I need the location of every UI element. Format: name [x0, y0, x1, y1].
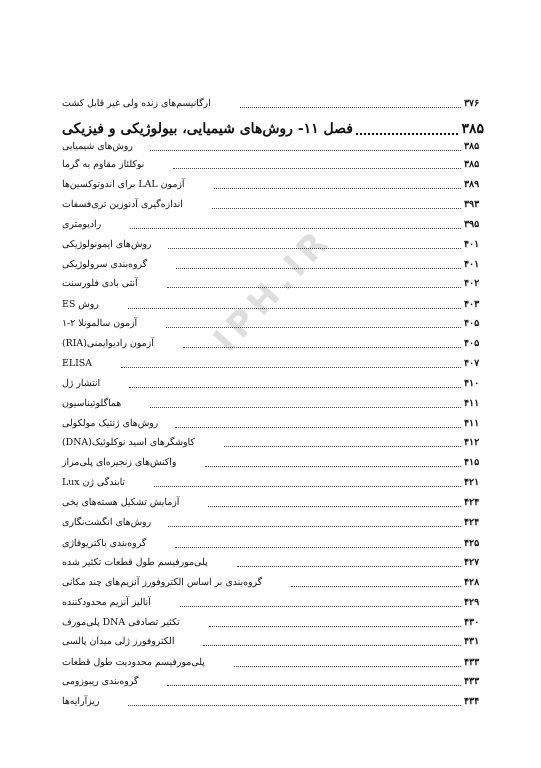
toc-entry[interactable]	[62, 96, 484, 112]
toc-entry-title: رادیومتری	[62, 219, 102, 230]
dot-leader	[167, 287, 461, 288]
toc-entry-title: هماگلوتیناسیون	[62, 398, 122, 409]
toc-page-number: ۴۲۸	[464, 577, 480, 588]
toc-page-number: ۴۰۵	[464, 318, 480, 329]
toc-page-number: ۴۰۱	[464, 259, 480, 270]
dot-leader	[121, 367, 461, 368]
toc-entry-title: الکتروفورز ژلی میدان پالسی	[62, 636, 175, 647]
toc-entry[interactable]	[62, 655, 484, 671]
toc-entry[interactable]	[62, 615, 484, 631]
dot-leader	[237, 566, 461, 567]
toc-entry[interactable]	[62, 217, 484, 233]
toc-entry-title: انتشار ژل	[62, 378, 101, 389]
toc-entry-title: نوکلئاز مقاوم به گرما	[62, 159, 145, 170]
toc-page-number: ۴۲۱	[464, 477, 480, 488]
toc-page-number: ۳۸۹	[464, 179, 480, 190]
toc-page-number: ۴۳۰	[464, 617, 480, 628]
toc-chapter-entry[interactable]	[62, 117, 484, 141]
dot-leader	[180, 606, 461, 607]
toc-entry[interactable]	[62, 515, 484, 531]
dot-leader	[212, 208, 461, 209]
toc-entry[interactable]	[62, 555, 484, 571]
toc-entry[interactable]	[62, 237, 484, 253]
toc-page-number: ۴۳۴	[464, 696, 480, 707]
toc-entry[interactable]	[62, 316, 484, 332]
toc-page-number: ۳۹۵	[464, 219, 480, 230]
toc-entry[interactable]	[62, 475, 484, 491]
toc-page-number: ۴۳۳	[464, 657, 480, 668]
toc-page-number: ۴۰۲	[464, 278, 480, 289]
toc-entry[interactable]	[62, 575, 484, 591]
dot-leader	[154, 486, 461, 487]
toc-entry-title: آزمون LAL برای اندوتوکسین‌ها	[62, 179, 185, 190]
dot-leader	[150, 150, 461, 151]
toc-page-number: ۴۱۱	[464, 418, 480, 429]
dot-leader	[176, 268, 461, 269]
toc-entry[interactable]	[62, 336, 484, 352]
dot-leader	[173, 168, 461, 169]
toc-page-number: ۳۷۶	[464, 98, 480, 109]
toc-entry-title: آزمون سالمونلا ۲-۱	[62, 318, 138, 329]
toc-entry[interactable]	[62, 674, 484, 690]
dot-leader	[208, 506, 461, 507]
dot-leader	[128, 705, 461, 706]
toc-page-number: ۳۸۵	[464, 159, 480, 170]
toc-entry-title: آنتی بادی فلورسنت	[62, 278, 138, 289]
toc-entry-title: کاوشگرهای اسید نوکلوئیک(DNA)	[62, 437, 195, 448]
toc-entry[interactable]	[62, 376, 484, 392]
toc-entry[interactable]	[62, 297, 484, 313]
dot-leader	[175, 427, 461, 428]
toc-entry[interactable]	[62, 416, 484, 432]
table-of-contents	[62, 0, 484, 768]
toc-entry[interactable]	[62, 139, 484, 155]
toc-entry[interactable]	[62, 396, 484, 412]
toc-entry-title: روش‌های ایمونولوژیکی	[62, 239, 152, 250]
toc-page-number: ۴۳۱	[464, 636, 480, 647]
dot-leader	[167, 685, 461, 686]
dot-leader	[129, 387, 461, 388]
toc-entry[interactable]	[62, 356, 484, 372]
watermark: IPH.IR	[205, 220, 340, 360]
dot-leader	[168, 248, 461, 249]
toc-entry[interactable]	[62, 197, 484, 213]
dot-leader	[130, 228, 461, 229]
dot-leader	[209, 626, 461, 627]
toc-entry[interactable]	[62, 177, 484, 193]
dot-leader	[234, 666, 461, 667]
dot-leader	[183, 347, 461, 348]
toc-entry[interactable]	[62, 257, 484, 273]
dot-leader	[240, 107, 461, 108]
toc-entry-title: واکنش‌های زنجیره‌ای پلی‌مراز	[62, 457, 177, 468]
toc-entry-title: روش‌های شیمیایی	[62, 141, 133, 152]
toc-entry-title: آزمون رادیوایمنی(RIA)	[62, 338, 154, 349]
toc-entry-title: ریزآرایه‌ها	[62, 696, 100, 707]
dot-leader	[150, 407, 461, 408]
toc-page-number: ۴۲۹	[464, 597, 480, 608]
toc-entry-title: تابندگی ژن Lux	[62, 477, 126, 488]
toc-page-number: ۴۲۴	[464, 497, 480, 508]
toc-entry-title: گروه‌بندی سرولوژیکی	[62, 259, 148, 270]
toc-page-number: ۴۲۴	[464, 517, 480, 528]
toc-entry-title: پلی‌مورفیسم طول قطعات تکثیر شده	[62, 557, 208, 568]
toc-entry-title: ELISA	[62, 358, 92, 369]
toc-page-number: ۳۸۵	[464, 141, 480, 152]
toc-entry-title: آنالیز آنزیم محدودکننده	[62, 597, 151, 608]
toc-entry-title: گروه‌بندی بر اساس الکتروفورز آنزیم‌های چند مکانی	[62, 577, 263, 588]
toc-entry[interactable]	[62, 455, 484, 471]
dot-leader	[356, 133, 458, 135]
toc-page-number: ۳۸۵	[461, 121, 484, 137]
dot-leader	[224, 446, 461, 447]
toc-entry[interactable]	[62, 435, 484, 451]
dot-leader	[203, 645, 461, 646]
dot-leader	[205, 466, 461, 467]
toc-page-number: ۴۱۵	[464, 457, 480, 468]
dot-leader	[166, 327, 461, 328]
toc-entry[interactable]	[62, 694, 484, 710]
toc-entry-title: روش‌های ژنتیک مولکولی	[62, 418, 159, 429]
toc-page-number: ۴۱۱	[464, 398, 480, 409]
toc-entry-title: تکثیر تصادفی DNA پلی‌مورف	[62, 617, 180, 628]
dot-leader	[175, 547, 461, 548]
toc-page-number: ۳۹۳	[464, 199, 480, 210]
toc-page-number: ۴۳۳	[464, 676, 480, 687]
toc-entry-title: روش‌های انگشت‌نگاری	[62, 517, 152, 528]
toc-page-number: ۴۲۷	[464, 557, 480, 568]
toc-page-number: ۴۱۰	[464, 378, 480, 389]
dot-leader	[128, 308, 461, 309]
toc-page-number: ۴۰۳	[464, 299, 480, 310]
toc-entry-title: آزمایش تشکیل هسته‌های یخی	[62, 497, 180, 508]
toc-entry[interactable]	[62, 536, 484, 552]
toc-entry-title: روش ES	[62, 299, 99, 310]
dot-leader	[168, 526, 461, 527]
toc-page-number: ۴۰۵	[464, 338, 480, 349]
toc-entry[interactable]	[62, 595, 484, 611]
toc-entry-title: گروه‌بندی باکتریوفاژی	[62, 538, 147, 549]
toc-entry[interactable]	[62, 495, 484, 511]
toc-entry[interactable]	[62, 157, 484, 173]
dot-leader	[291, 586, 461, 587]
toc-entry-title: فصل ۱۱- روش‌های شیمیایی، بیولوژیکی و فیزیکی	[62, 121, 353, 137]
toc-page-number: ۴۰۷	[464, 358, 480, 369]
dot-leader	[214, 188, 461, 189]
toc-page-number: ۴۰۱	[464, 239, 480, 250]
toc-entry-title: اندازه‌گیری آدنوزین تری‌فسفات	[62, 199, 183, 210]
toc-page-number: ۴۱۲	[464, 437, 480, 448]
toc-entry[interactable]	[62, 276, 484, 292]
toc-entry-title: پلی‌مورفیسم محدودیت طول قطعات	[62, 657, 205, 668]
toc-entry-title: گروه‌بندی ریبوزومی	[62, 676, 139, 687]
toc-page-number: ۴۲۵	[464, 538, 480, 549]
toc-entry[interactable]	[62, 634, 484, 650]
toc-entry-title: ارگانیسم‌های زنده ولی غیر قابل کشت	[62, 98, 211, 109]
